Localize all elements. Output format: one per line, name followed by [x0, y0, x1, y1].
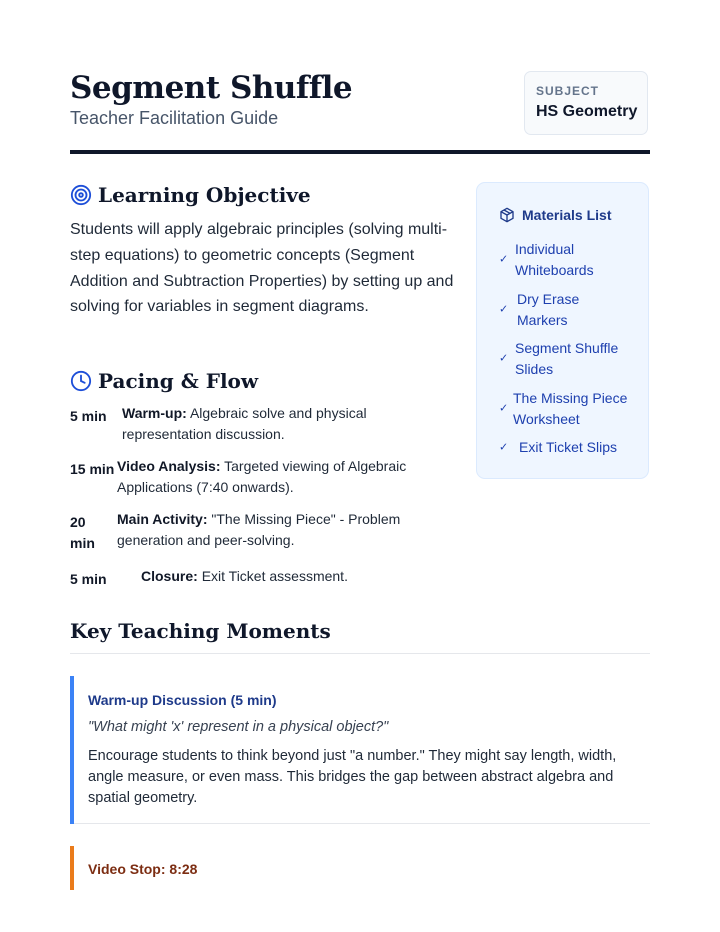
pacing-time: 5 min: [70, 408, 107, 424]
pacing-detail: Algebraic solve and physical representation discussion.: [122, 405, 367, 442]
material-label: The Missing Piece Worksheet: [513, 390, 628, 427]
moment-quote: "What might 'x' represent in a physical object?": [88, 719, 389, 735]
pacing-item: [70, 403, 450, 445]
material-item: [499, 388, 639, 430]
objective-heading: [70, 183, 311, 207]
section-divider: [70, 653, 650, 654]
subject-label: SUBJECT: [536, 84, 600, 98]
check-icon: ✓: [499, 303, 509, 316]
pacing-heading: [70, 369, 258, 393]
moment-divider: [74, 823, 650, 824]
check-icon: ✓: [499, 402, 509, 415]
pacing-time: 15 min: [70, 461, 115, 477]
material-item: [499, 338, 639, 380]
material-label: Exit Ticket Slips: [519, 439, 618, 455]
material-label: Dry Erase Markers: [517, 291, 580, 328]
moment-title: Warm-up Discussion (5 min): [88, 692, 277, 708]
pacing-detail: "The Missing Piece" - Problem generation and peer-solving.: [117, 511, 401, 548]
header-divider: [70, 150, 650, 154]
material-label: Segment Shuffle Slides: [515, 340, 619, 377]
materials-heading: [499, 207, 611, 223]
pacing-time: 20 min: [70, 514, 95, 551]
pacing-title: Video Analysis:: [117, 458, 221, 474]
clock-icon: [70, 370, 92, 392]
objective-text: Students will apply algebraic principles (solving multi-step equations) to geometric concepts (Segment Addition and Subtraction Properties) by setting up and solving for variables in segment diagrams.: [70, 221, 454, 316]
pacing-title: Warm-up:: [122, 405, 187, 421]
pacing-detail: Exit Ticket assessment.: [201, 568, 348, 584]
pacing-item: [70, 456, 450, 498]
target-icon: [70, 184, 92, 206]
teaching-moment: [70, 846, 650, 890]
key-moments-heading: Key Teaching Moments: [70, 619, 331, 643]
pacing-description: [141, 566, 441, 587]
subject-card: [524, 71, 648, 135]
box-icon: [499, 207, 515, 223]
material-item: [499, 239, 639, 281]
pacing-title: Main Activity:: [117, 511, 208, 527]
check-icon: ✓: [499, 441, 509, 453]
pacing-heading-text: Pacing & Flow: [98, 369, 259, 393]
pacing-item: [70, 509, 450, 551]
page-title: Segment Shuffle: [70, 70, 353, 106]
check-icon: ✓: [499, 352, 509, 365]
pacing-description: [117, 456, 437, 498]
objective-heading-text: Learning Objective: [98, 183, 311, 207]
material-item: [499, 289, 639, 331]
moment-title: Video Stop: 8:28: [88, 861, 198, 877]
pacing-time: 5 min: [70, 571, 107, 587]
pacing-description: [117, 509, 437, 551]
pacing-description: [122, 403, 422, 445]
check-icon: ✓: [499, 253, 509, 266]
moment-accent-bar: [70, 846, 74, 890]
teaching-moment: [70, 676, 650, 824]
pacing-detail: Targeted viewing of Algebraic Applications (7:40 onwards).: [117, 458, 407, 495]
subject-value: HS Geometry: [536, 103, 638, 120]
material-item: [499, 437, 639, 458]
moment-body: Encourage students to think beyond just "a number." They might say length, width, angle measure, or even mass. This bridges the gap between abstract algebra and spatial geometry.: [88, 748, 617, 806]
material-label: Individual Whiteboards: [515, 241, 594, 278]
moment-accent-bar: [70, 676, 74, 824]
pacing-item: [70, 566, 450, 590]
materials-heading-text: Materials List: [522, 207, 612, 223]
materials-card: [476, 182, 649, 479]
page-subtitle: Teacher Facilitation Guide: [70, 108, 279, 128]
pacing-title: Closure:: [141, 568, 198, 584]
